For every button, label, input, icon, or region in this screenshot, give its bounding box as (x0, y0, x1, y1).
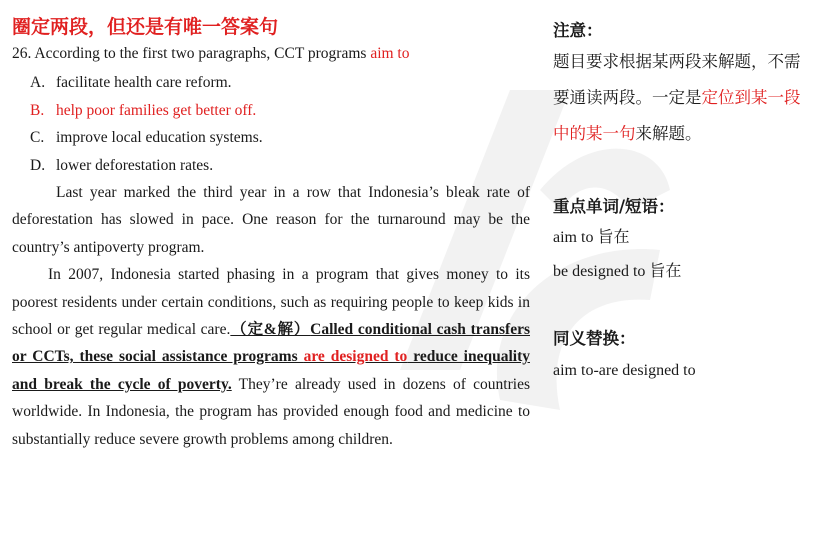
answer-options (12, 69, 530, 179)
option-c (12, 124, 530, 152)
question-stem (12, 43, 530, 65)
note-title: 注意： (553, 21, 603, 40)
vocab-item (553, 254, 815, 288)
passage-paragraph-1: Last year marked the third year in a row that Indonesia’s bleak rate of deforestation has slowed in pace. One reason for the turnaround may be the country’s antipoverty program. (12, 184, 530, 256)
option-b-correct (12, 97, 530, 125)
vocab-en: be designed to (553, 263, 650, 280)
paragraph-2-rest: They’re already used in dozens of countries worldwide. In Indonesia, the program has provided enough food and medicine to substantially reduce severe growth problems among children. (12, 375, 530, 448)
vocab-zh: 旨在 (649, 261, 682, 280)
option-letter: A. (30, 74, 46, 91)
answer-keyword: are designed to (303, 348, 408, 366)
question-panel (12, 14, 530, 453)
vocab-zh: 旨在 (597, 227, 630, 246)
note-text-b: 来解题。 (635, 124, 702, 143)
page-heading: 圈定两段，但还是有唯一答案句 (12, 16, 279, 38)
option-text: help poor families get better off. (56, 101, 257, 119)
note-text (553, 44, 815, 152)
vocab-en: aim to (553, 229, 598, 246)
synonym-title: 同义替换： (553, 329, 636, 348)
passage-paragraph-2 (12, 261, 530, 453)
option-letter: C. (30, 129, 45, 146)
answer-sentence-part-a: Called conditional cash transfers or CCTs, these social assistance programs (12, 321, 530, 366)
option-d (12, 152, 530, 180)
option-letter: B. (30, 101, 45, 119)
option-letter: D. (30, 156, 46, 174)
vocab-title: 重点单词/短语： (553, 197, 675, 216)
option-text: lower deforestation rates. (56, 156, 214, 174)
synonym-text: aim to-are designed to (553, 362, 696, 379)
option-text: facilitate health care reform. (56, 74, 232, 91)
option-a (12, 69, 530, 97)
note-text-a: 题目要求根据某两段来解题，不需要通读两段。一定是 (553, 52, 801, 107)
vocab-item (553, 220, 815, 254)
question-keyword: aim to (370, 45, 410, 62)
note-text-emphasis: 定位到某一段中的某一句 (553, 88, 801, 143)
answer-sentence-part-b: reduce inequality and break the cycle of poverty. (12, 348, 530, 393)
paragraph-2-intro: In 2007, Indonesia started phasing in a program that gives money to its poorest residents under certain conditions, such as requiring people to keep kids in school or get regular medical care. (12, 266, 530, 339)
question-text: 26. According to the first two paragraphs, CCT programs (12, 45, 371, 62)
notes-panel (553, 18, 815, 387)
locate-tag: （定&解） (230, 321, 311, 339)
option-text: improve local education systems. (56, 129, 263, 146)
